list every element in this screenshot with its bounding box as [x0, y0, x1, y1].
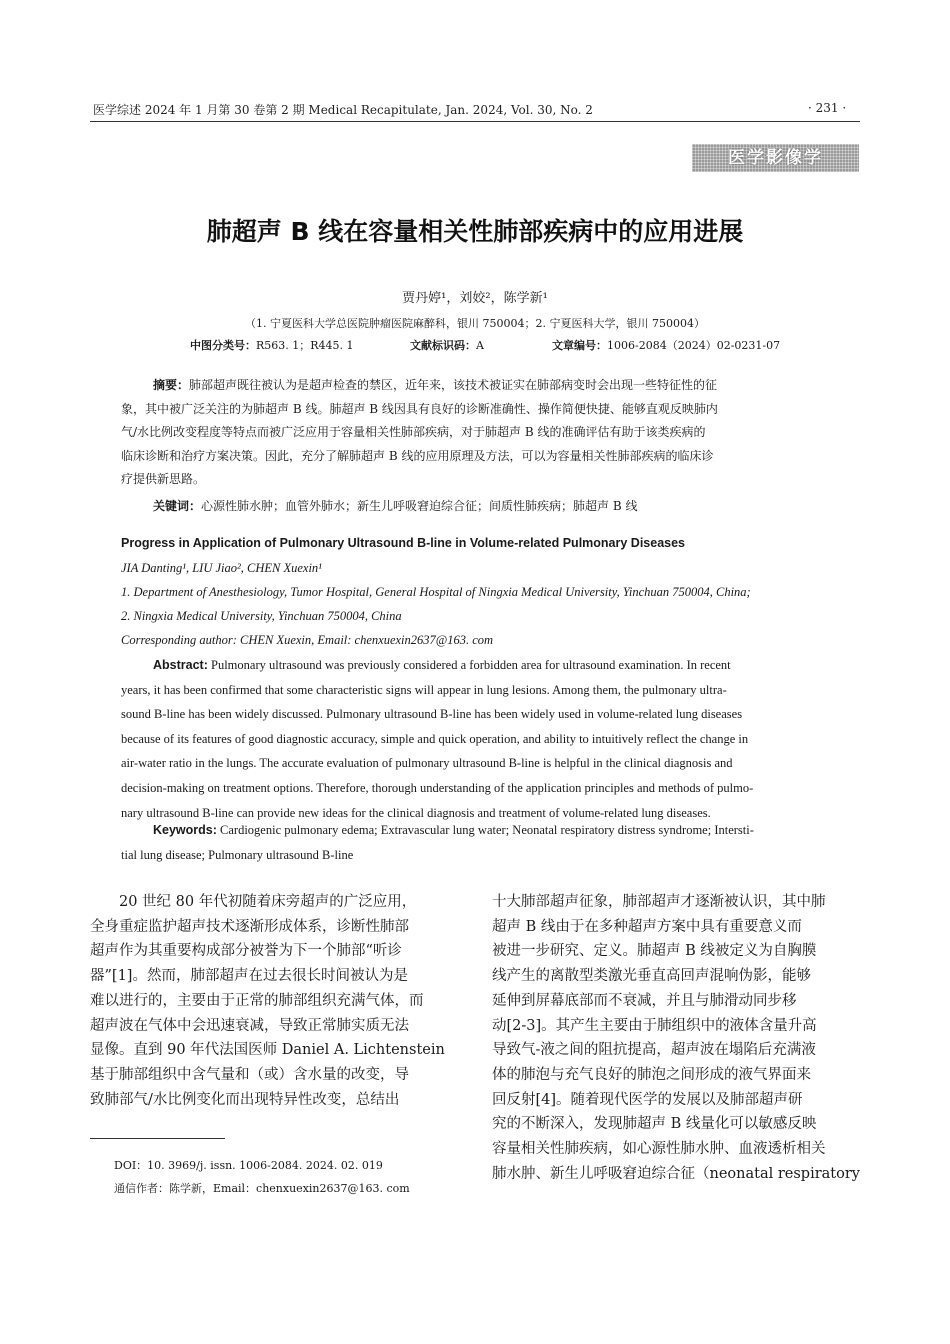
article-no-label: 文章编号：	[552, 339, 607, 352]
doc-code-value: A	[476, 339, 484, 352]
article-number	[552, 337, 780, 353]
body-line: 难以进行的，主要由于正常的肺部组织充满气体，而	[90, 992, 424, 1009]
author-list: 贾丹婷¹，刘姣²，陈学新¹	[402, 291, 548, 306]
body-line: 致肺部气/水比例变化而出现特异性改变，总结出	[90, 1091, 400, 1108]
body-line: 线产生的离散型类激光垂直高回声混响伪影，能够	[492, 968, 811, 985]
abstract-line: 肺部超声既往被认为是超声检查的禁区，近年来，该技术被证实在肺部病变时会出现一些特征性的征	[189, 378, 718, 392]
english-abstract-line: years, it has been confirmed that some characteristic signs will appear in lung lesions. Among them, the pulmonary ultra-	[121, 682, 727, 697]
body-line: 超声 B 线由于在多种超声方案中具有重要意义而	[492, 918, 802, 935]
abstract-line: 象，其中被广泛关注的为肺超声 B 线。肺超声 B 线因具有良好的诊断准确性、操作简便快捷、能够直观反映肺内	[121, 401, 718, 416]
article-title: 肺超声 B 线在容量相关性肺部疾病中的应用进展	[206, 217, 744, 246]
abstract-line: 疗提供新思路。	[121, 472, 206, 487]
body-line: 十大肺部超声征象，肺部超声才逐渐被认识，其中肺	[492, 894, 826, 910]
english-abstract	[121, 653, 828, 825]
english-authors: JIA Danting¹, LIU Jiao², CHEN Xuexin¹	[121, 561, 322, 575]
english-abstract-line: Pulmonary ultrasound was previously considered a forbidden area for ultrasound examination. In recent	[211, 658, 731, 672]
body-line: 显像。直到 90 年代法国医师 Daniel A. Lichtenstein	[90, 1042, 445, 1059]
keywords-label: 关键词：	[153, 499, 202, 513]
page-number: · 231 ·	[808, 101, 847, 115]
english-keywords-line: Cardiogenic pulmonary edema; Extravascular lung water; Neonatal respiratory distress syndrome; Intersti-	[220, 823, 754, 837]
chinese-abstract	[121, 374, 828, 492]
english-affiliation-1: 1. Department of Anesthesiology, Tumor Hospital, General Hospital of Ningxia Medical University, Yinchuan 750004, China;	[121, 585, 751, 599]
body-line: 动[2-3]。其产生主要由于肺组织中的液体含量升高	[492, 1017, 817, 1034]
body-line: 容量相关性肺疾病，如心源性肺水肿、血液透析相关	[492, 1141, 826, 1158]
corresponding-footnote: 通信作者：陈学新，Email：chenxuexin2637@163. com	[114, 1182, 410, 1195]
english-affiliation-2: 2. Ningxia Medical University, Yinchuan 750004, China	[121, 609, 402, 623]
clc-number	[190, 337, 354, 353]
english-title: Progress in Application of Pulmonary Ultrasound B-line in Volume-related Pulmonary Diseases	[121, 536, 686, 550]
footnote-rule	[90, 1138, 225, 1139]
english-abstract-line: because of its features of good diagnostic accuracy, simple and quick operation, and ability to intuitively reflect the change in	[121, 731, 749, 746]
english-keywords-line: tial lung disease; Pulmonary ultrasound B-line	[121, 847, 354, 862]
body-column-right	[492, 890, 860, 1186]
english-corresponding: Corresponding author: CHEN Xuexin, Email: chenxuexin2637@163. com	[121, 633, 494, 647]
english-keywords	[121, 818, 828, 867]
keywords-text: 心源性肺水肿；血管外肺水；新生儿呼吸窘迫综合征；间质性肺疾病；肺超声 B 线	[201, 499, 638, 513]
body-line: 肺水肿、新生儿呼吸窘迫综合征（neonatal respiratory	[492, 1165, 860, 1182]
body-line: 被进一步研究、定义。肺超声 B 线被定义为自胸膜	[492, 943, 817, 960]
english-abstract-line: sound B-line has been widely discussed. Pulmonary ultrasound B-line has been widely used in volume-related lung diseases	[121, 707, 743, 722]
header-rule	[90, 121, 860, 122]
body-line: 基于肺部组织中含气量和（或）含水量的改变，导	[90, 1066, 409, 1083]
english-abstract-line: nary ultrasound B-line can provide new ideas for the clinical diagnosis and treatment of volume-related lung diseases.	[121, 805, 711, 820]
body-line: 20 世纪 80 年代初随着床旁超声的广泛应用，	[119, 894, 417, 910]
doc-code-label: 文献标识码：	[410, 339, 476, 352]
english-abstract-line: air-water ratio in the lungs. The accurate evaluation of pulmonary ultrasound B-line is helpful in the clinical diagnosis and	[121, 756, 733, 771]
body-line: 导致气-液之间的阻抗提高，超声波在塌陷后充满液	[492, 1042, 816, 1059]
body-column-left	[90, 890, 458, 1112]
body-line: 超声波在气体中会迅速衰减，导致正常肺实质无法	[90, 1017, 409, 1034]
chinese-keywords	[121, 495, 828, 519]
body-line: 超声作为其重要构成部分被誉为下一个肺部“听诊	[90, 943, 402, 960]
article-no-value: 1006-2084（2024）02-0231-07	[607, 339, 781, 352]
clc-label: 中图分类号：	[190, 339, 256, 352]
doi-footnote: DOI：10. 3969/j. issn. 1006-2084. 2024. 02. 019	[114, 1159, 383, 1172]
journal-header: 医学综述 2024 年 1 月第 30 卷第 2 期 Medical Recapitulate, Jan. 2024, Vol. 30, No. 2	[93, 103, 593, 117]
abstract-line: 气/水比例改变程度等特点而被广泛应用于容量相关性肺部疾病，对于肺超声 B 线的准确评估有助于该类疾病的	[121, 425, 706, 440]
body-line: 器”[1]。然而，肺部超声在过去很长时间被认为是	[90, 968, 408, 985]
body-line: 全身重症监护超声技术逐渐形成体系，诊断性肺部	[90, 918, 409, 935]
body-line: 延伸到屏幕底部而不衰减，并且与肺滑动同步移	[492, 992, 797, 1009]
clc-value: R563. 1；R445. 1	[256, 339, 354, 352]
affiliations: （1. 宁夏医科大学总医院肿瘤医院麻醉科，银川 750004；2. 宁夏医科大学，银川 750004）	[245, 317, 705, 330]
body-line: 究的不断深入，发现肺超声 B 线量化可以敏感反映	[492, 1116, 817, 1133]
document-code	[410, 337, 484, 353]
english-abstract-line: decision-making on treatment options. Therefore, thorough understanding of the application principles and methods of pulmo-	[121, 780, 754, 795]
section-badge: 医学影像学	[692, 144, 859, 172]
english-abstract-label: Abstract:	[153, 658, 208, 672]
abstract-line: 临床诊断和治疗方案决策。因此，充分了解肺超声 B 线的应用原理及方法，可以为容量相关性肺部疾病的临床诊	[121, 448, 714, 463]
abstract-label: 摘要：	[153, 378, 190, 392]
body-line: 体的肺泡与充气良好的肺泡之间形成的液气界面来	[492, 1066, 811, 1083]
english-keywords-label: Keywords:	[153, 823, 217, 837]
body-line: 回反射[4]。随着现代医学的发展以及肺部超声研	[492, 1091, 803, 1108]
